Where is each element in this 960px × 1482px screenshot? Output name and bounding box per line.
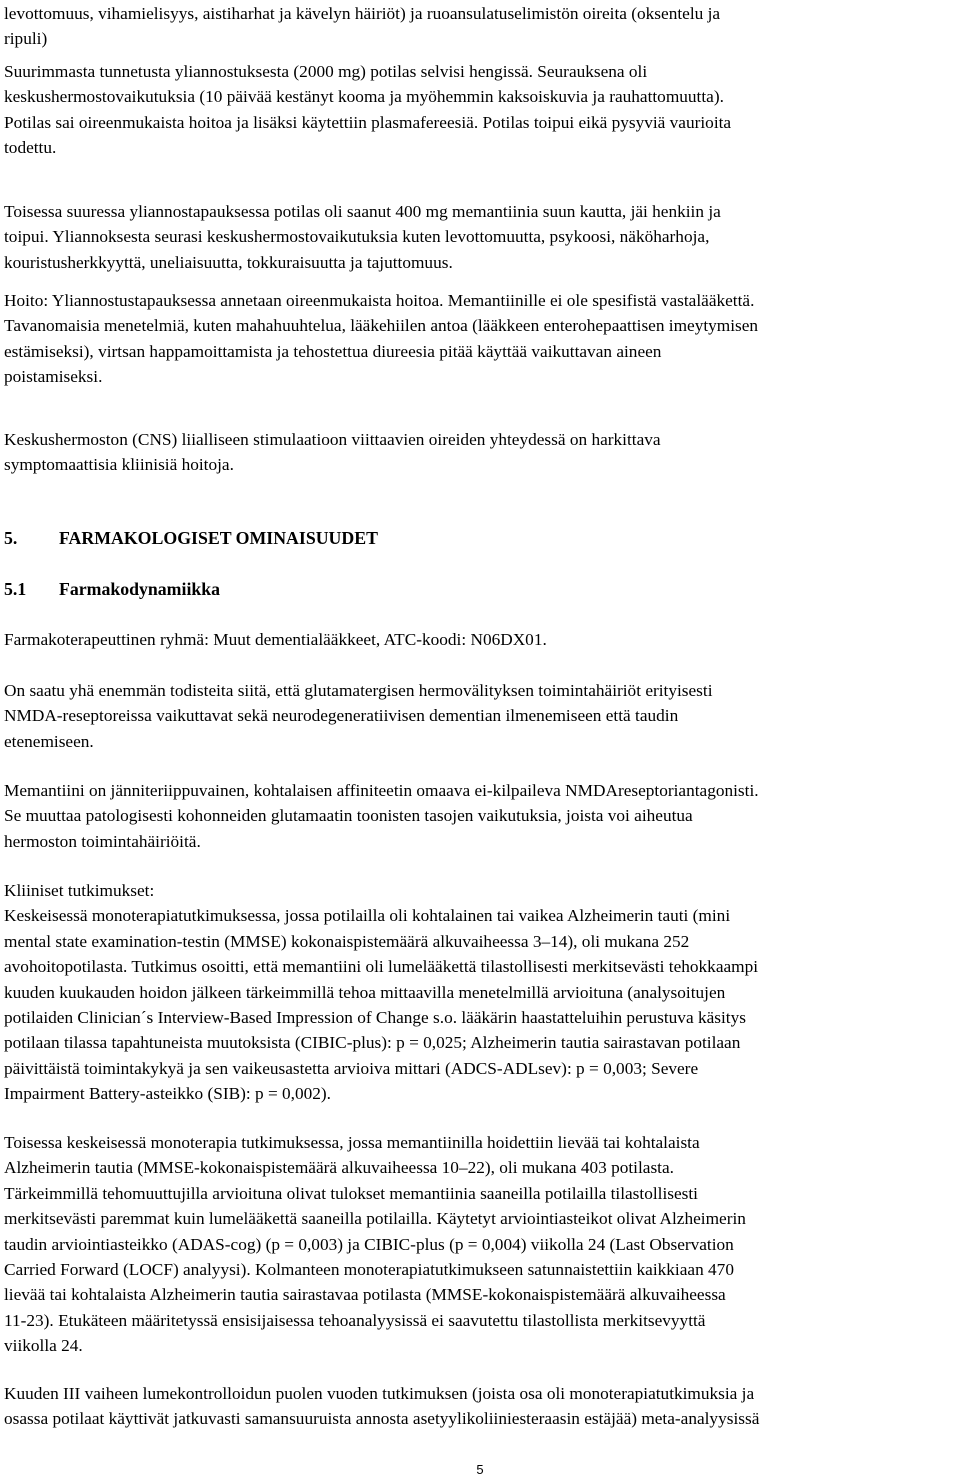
paragraph-overdose-symptoms: levottomuus, vihamielisyys, aistiharhat ja kävelyn häiriöt) ja ruoansulatuselimistön oireita (oksentelu ja ripuli) <box>4 4 721 49</box>
paragraph-second-overdose: Toisessa suuressa yliannostapauksessa potilas oli saanut 400 mg memantiinia suun kautta, jäi henkiin ja toipui. Yliannoksesta seurasi keskushermostovaikutuksia kuten levottomuutta, psykoosi, näköharhoja, kouristusherkkyyttä, uneliaisuutta, tokkuraisuutta ja tajuttomuus. <box>4 202 721 272</box>
paragraph-second-monotherapy-study: Toisessa keskeisessä monoterapia tutkimuksessa, jossa memantiinilla hoidettiin lievää tai kohtalaista Alzheimerin tautia (MMSE-kokonaispistemäärä alkuvaiheessa 10–22), oli mukana 403 potilasta. Tärkeimmillä tehomuuttujilla arvioituna olivat tulokset memantiinia saaneilla potilailla tilastollisesti merkitsevästi paremmat kuin lumelääkettä saaneilla potilailla. Käytetyt arviointiasteikot olivat Alzheimerin taudin arviointiasteikko (ADAS-cog) (p = 0,003) ja CIBIC-plus (p = 0,004) viikolla 24 (Last Observation Carried Forward (LOCF) analyysi). Kolmanteen monoterapiatutkimukseen satunnaistettiin kaikkiaan 470 lievää tai kohtalaista Alzheimerin tautia sairastavaa potilasta (MMSE-kokonaispistemäärä alkuvaiheessa 11-23). Etukäteen määritetyssä ensisijaisessa tehoanalyysissä ei saavutettu tilastollista merkitsevyyttä viikolla 24. <box>4 1133 746 1356</box>
paragraph-cns-stimulation: Keskushermoston (CNS) liialliseen stimulaatioon viittaavien oireiden yhteydessä on harkittava symptomaattisia kliinisiä hoitoja. <box>4 430 661 475</box>
paragraph-memantine-mechanism: Memantiini on jänniteriippuvainen, kohtalaisen affiniteetin omaava ei-kilpaileva NMDAreseptoriantagonisti. Se muuttaa patologisesti kohonneiden glutamaatin toonisten tasojen vaikutuksia, joista voi aiheutua hermoston toimintahäiriöitä. <box>4 781 759 851</box>
paragraph-pharmacotherapeutic-group: Farmakoterapeuttinen ryhmä: Muut dementialääkkeet, ATC-koodi: N06DX01. <box>4 630 547 649</box>
paragraph-clinical-studies: Kliiniset tutkimukset: Keskeisessä monoterapiatutkimuksessa, jossa potilailla oli kohtalainen tai vaikea Alzheimerin tauti (mini mental state examination-testin (MMSE) kokonaispistemäärä alkuvaiheessa 3–14), oli mukana 252 avohoitopotilasta. Tutkimus osoitti, että memantiini oli lumelääkettä tilastollisesti merkitsevästi tehokkaampi kuuden kuukauden hoidon jälkeen tärkeimmillä tehoa mittaavilla menetelmillä arvioituna (analysoitujen potilaiden Clinician´s Interview-Based Impression of Change s.o. lääkärin haastatteluihin perustuva käsitys potilaan tilassa tapahtuneista muutoksista (CIBIC-plus): p = 0,025; Alzheimerin tautia sairastavan potilaan päivittäistä toimintakykyä ja sen vaikeusastetta arvioiva mittari (ADCS-ADLsev): p = 0,003; Severe Impairment Battery-asteikko (SIB): p = 0,002). <box>4 881 759 1104</box>
subsection-title: Farmakodynamiikka <box>59 579 221 599</box>
section-number: 5. <box>4 528 18 548</box>
page-number: 5 <box>476 1462 484 1477</box>
section-heading-5 <box>4 526 378 551</box>
paragraph-meta-analysis: Kuuden III vaiheen lumekontrolloidun puolen vuoden tutkimuksen (joista osa oli monoterapiatutkimuksia ja osassa potilaat käyttivät jatkuvasti samansuuruista annosta asetyylikoliiniesteraasin estäjää) meta-analyysissä <box>4 1384 760 1429</box>
section-heading-5-1 <box>4 577 220 602</box>
paragraph-glutamatergic-evidence: On saatu yhä enemmän todisteita siitä, että glutamatergisen hermovälityksen toimintahäiriöt erityisesti NMDA-reseptoreissa vaikuttavat sekä neurodegeneratiivisen dementian ilmenemiseen että taudin etenemiseen. <box>4 681 713 751</box>
paragraph-largest-overdose: Suurimmasta tunnetusta yliannostuksesta (2000 mg) potilas selvisi hengissä. Seurauksena oli keskushermostovaikutuksia (10 päivää kestänyt kooma ja myöhemmin kaksoiskuvia ja rauhattomuutta). Potilas sai oireenmukaista hoitoa ja lisäksi käytettiin plasmafereesiä. Potilas toipui eikä pysyviä vaurioita todettu. <box>4 62 732 158</box>
section-title: FARMAKOLOGISET OMINAISUUDET <box>59 528 378 548</box>
subsection-number: 5.1 <box>4 579 27 599</box>
paragraph-treatment: Hoito: Yliannostustapauksessa annetaan oireenmukaista hoitoa. Memantiinille ei ole spesifistä vastalääkettä. Tavanomaisia menetelmiä, kuten mahahuuhtelua, lääkehiilen antoa (lääkkeen enterohepaattisen imeytymisen estämiseksi), virtsan happamoittamista ja tehostettua diureesia pitää käyttää vaikuttavan aineen poistamiseksi. <box>4 291 759 387</box>
